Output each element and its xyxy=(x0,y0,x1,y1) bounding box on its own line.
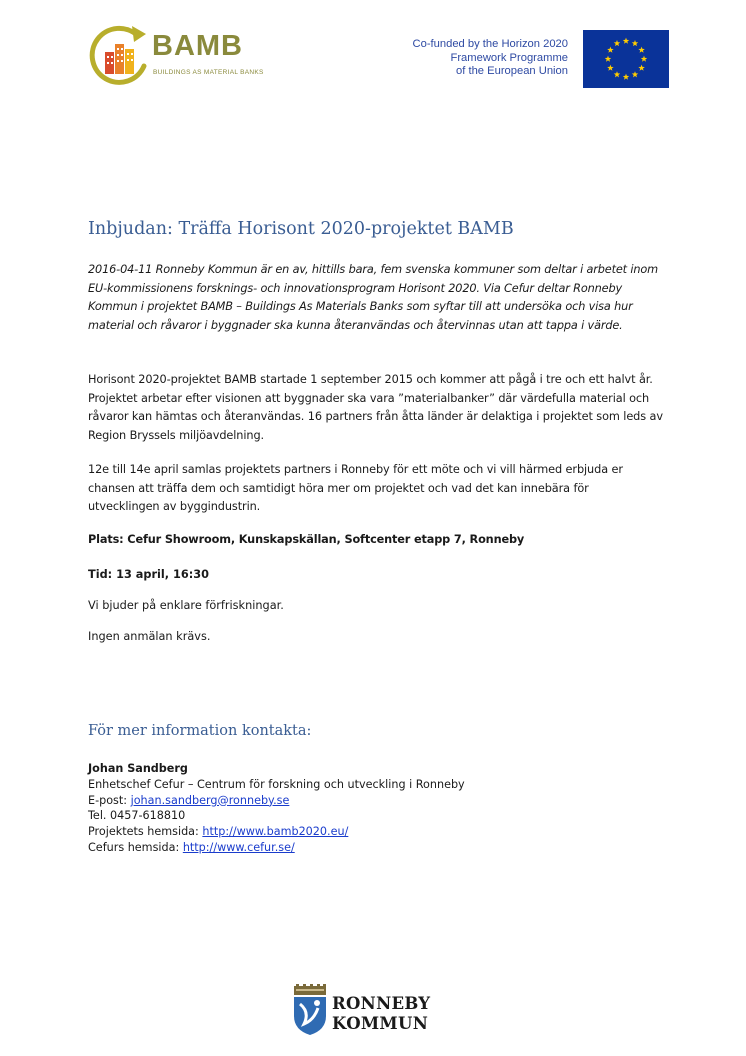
bamb-recycle-buildings-icon xyxy=(88,22,152,90)
cefur-site-label: Cefurs hemsida: xyxy=(88,840,183,854)
event-time: Tid: 13 april, 16:30 xyxy=(88,568,209,581)
eu-star xyxy=(623,38,629,44)
ronneby-coat-of-arms-icon xyxy=(290,984,330,1036)
eu-star xyxy=(607,65,613,71)
eu-star xyxy=(614,71,620,77)
contact-heading: För mer information kontakta: xyxy=(88,723,312,739)
contact-email-label: E-post: xyxy=(88,793,131,807)
eu-star xyxy=(638,65,644,71)
bamb-logo-word: BAMB xyxy=(152,30,243,62)
contact-email-link[interactable]: johan.sandberg@ronneby.se xyxy=(130,793,290,807)
bamb-logo-subtitle: BUILDINGS AS MATERIAL BANKS xyxy=(153,69,264,76)
contact-block xyxy=(88,761,648,856)
body-paragraph: Horisont 2020-projektet BAMB startade 1 september 2015 och kommer att pågå i tre och ett halvt år. Projektet arbetar efter visionen att byggnader ska vara ”materialbanker” där värdefulla material och råvaror kan hämtas och återanvändas. 16 partners från åtta länder är delaktiga i projektet som leds av Region Bryssels miljöavdelning. xyxy=(88,373,663,442)
eu-star xyxy=(638,47,644,53)
event-refreshments: Vi bjuder på enklare förfriskningar. xyxy=(88,599,284,612)
eu-star xyxy=(614,40,620,46)
cefur-site-row xyxy=(88,840,648,856)
event-place: Plats: Cefur Showroom, Kunskapskällan, Softcenter etapp 7, Ronneby xyxy=(88,533,525,546)
eu-star xyxy=(607,47,613,53)
eu-flag xyxy=(583,30,669,88)
eu-star xyxy=(632,71,638,77)
eu-star xyxy=(641,56,647,62)
contact-name: Johan Sandberg xyxy=(88,762,188,775)
cofunded-line: Framework Programme xyxy=(450,51,568,64)
cefur-site-link[interactable]: http://www.cefur.se/ xyxy=(182,840,295,854)
cofunded-line: of the European Union xyxy=(456,65,568,77)
bamb-logo xyxy=(88,22,264,90)
eu-stars-icon xyxy=(583,30,669,88)
contact-email-row xyxy=(88,793,648,809)
eu-star xyxy=(605,56,611,62)
project-site-link[interactable]: http://www.bamb2020.eu/ xyxy=(202,825,349,839)
ronneby-logo-line1: RONNEBY xyxy=(332,994,431,1013)
contact-role: Enhetschef Cefur – Centrum för forskning och utveckling i Ronneby xyxy=(88,777,465,791)
event-registration: Ingen anmälan krävs. xyxy=(88,630,211,643)
body-paragraph: 12e till 14e april samlas projektets partners i Ronneby för ett möte och vi vill härmed erbjuda er chansen att träffa dem och samtidigt höra mer om projektet och vad det kan innebära för utvecklingen av byggindustrin. xyxy=(88,463,623,514)
page-title: Inbjudan: Träffa Horisont 2020-projektet BAMB xyxy=(88,219,514,239)
intro-paragraph: 2016-04-11 Ronneby Kommun är en av, hittills bara, fem svenska kommuner som deltar i arbetet inom EU-kommissionens forsknings- och innovationsprogram Horisont 2020. Via Cefur deltar Ronneby Kommun i projektet BAMB – Buildings As Materials Banks som syftar till att undersöka och visa hur material och råvaror i byggnader ska kunna återanvändas och återvinnas utan att tappa i värde. xyxy=(88,263,659,332)
eu-star xyxy=(623,74,629,80)
cofunded-statement xyxy=(413,38,568,79)
contact-phone: Tel. 0457-618810 xyxy=(88,809,186,823)
cofunded-line: Co-funded by the Horizon 2020 xyxy=(412,38,568,50)
ronneby-kommun-logo xyxy=(290,984,440,1036)
project-site-row xyxy=(88,824,648,840)
eu-star xyxy=(632,40,638,46)
project-site-label: Projektets hemsida: xyxy=(88,825,203,839)
ronneby-logo-line2: KOMMUN xyxy=(332,1014,429,1033)
